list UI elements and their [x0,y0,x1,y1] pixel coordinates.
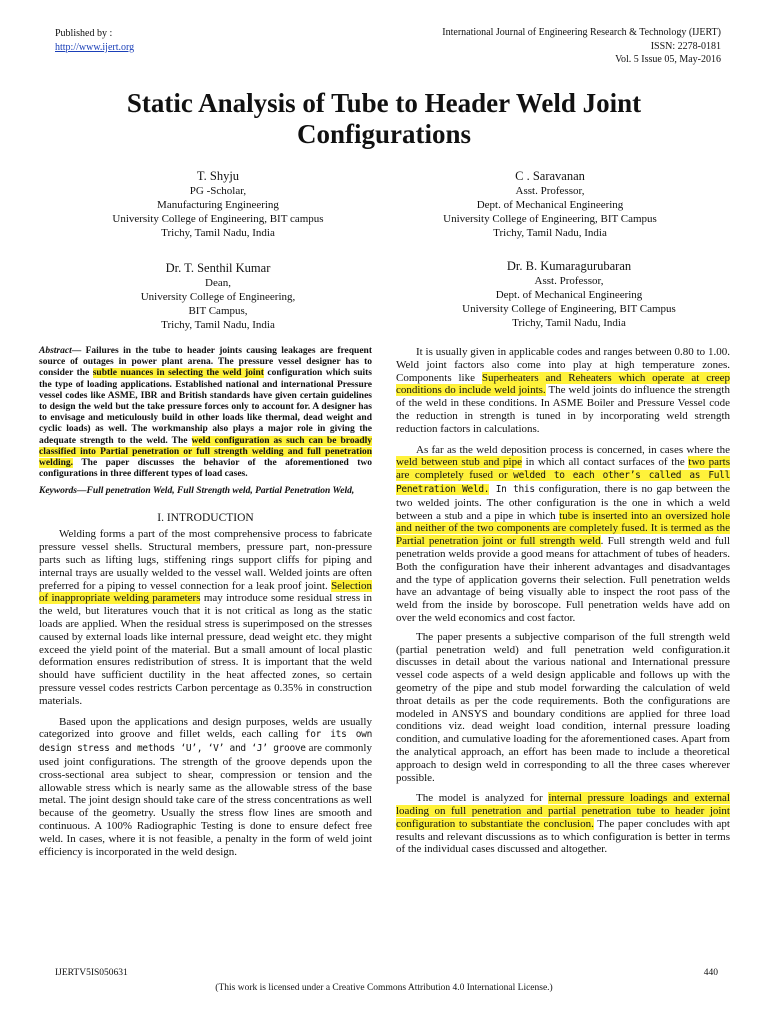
publisher-label: Published by : [55,28,113,39]
author-block-2 [418,168,682,240]
author-affiliation-line: Dept. of Mechanical Engineering [495,289,643,301]
abstract-highlight: weld configuration as such can be broadly classified into Partial penetration or full strength welding and full penetration welding. [39,435,372,469]
keywords: Keywords—Full penetration Weld, Full Strength weld, Partial Penetration Weld, [39,486,355,497]
volume-issue: Vol. 5 Issue 05, May-2016 [615,54,721,65]
author-affiliation-line: Asst. Professor, [515,185,585,197]
page-number: 440 [703,968,718,978]
author-affiliation-line: Dean, [205,277,231,289]
body-text: The model is analyzed for [416,792,549,805]
author-affiliation-line: Manufacturing Engineering [157,199,279,211]
journal-name: International Journal of Engineering Research & Technology (IJERT) [442,27,721,38]
author-affiliation-line: Trichy, Tamil Nadu, India [161,319,275,331]
body-text: It is usually given in applicable codes and ranges between 0.80 to 1.00. Weld joint factors also come into play at high temperature zones. Components like [396,346,730,384]
abstract-text: The paper discusses the behavior of the aforementioned two configurations in three different types of load cases. [39,458,372,480]
license-note: (This work is licensed under a Creative Commons Attribution 4.0 International License.) [215,983,553,993]
author-affiliation-line: Trichy, Tamil Nadu, India [493,227,607,239]
author-affiliation-line: BIT Campus, [188,305,248,317]
author-affiliation-line: University College of Engineering, BIT campus [112,213,324,225]
author-affiliation-line: Asst. Professor, [534,275,604,287]
page-header-left [55,27,134,55]
author-affiliation-line: PG -Scholar, [189,185,247,197]
author-block-4 [418,258,720,330]
body-paragraph [396,792,730,856]
body-text: in which all contact surfaces of the [521,456,689,469]
body-paragraph [39,716,372,859]
author-affiliation-line: University College of Engineering, [140,291,296,303]
author-affiliation-line: Dept. of Mechanical Engineering [476,199,624,211]
abstract-text: configuration which suits the type of loading applications. Established national and international Pressure vessel codes like ASME, IBR and British standards have given certain guidelines to design the weld but the take pressure forces only to account for. A designer has to envisage and meticulously build in other loads like thermal, dead weight and cyclic loads) as well. The workmanship also plays a major role in giving the adequate strength to the weld. The [39,368,372,446]
body-text: configuration, there is no gap between the two welded joints. The other configuration is the one in which a weld between a stub and a pipe in which [396,482,730,522]
body-text: . Full strength weld and full penetration welds provide a good means for attachment of tubes of headers. Both the configuration have their inherent advantages and disadvantages and the type of application governs their selection. Full penetration welds have an advantage of being visually able to inspect the root pass of the weld from the inside by boroscope. Full penetration welds have add on over the weld economics and cost factor. [396,535,730,624]
author-name: Dr. T. Senthil Kumar [165,261,271,275]
right-column [396,346,730,856]
body-text-mono: for its own design stress and methods ‘U’, ‘V’ and ‘J’ groove [39,729,372,755]
author-block-3 [80,260,356,332]
publisher-link[interactable]: http://www.ijert.org [55,42,135,53]
body-paragraph: The paper presents a subjective comparison of the full strength weld (partial penetration weld) and full penetration weld configuration.it discusses in detail about the various national and International pressure vessel code aspects of a weld design applicable and follows up with the geometry of the pipe and stub model forwarding the calculation of weld throat details as per the code requirements. Both the configurations are modeled in ANSYS and boundary conditions are applied for three load conditions viz. dead weight load condition, internal pressure loading condition, and cumulative loading for the aforementioned cases. Apart from the analytical approach, an effort has been made to include a theoretical approach to design weld in corresponding to all the three cases wherever possible. [396,630,730,784]
page-header-right [442,26,721,67]
abstract-text: Failures in the tube to header joints causing leakages are frequent source of outages in power plant arena. The pressure vessel designer has to consider the [39,346,373,379]
body-text: are commonly used joint configurations. The strength of the groove depends upon the cross-sectional area subject to shear, compression or tension and the allowable stress which is nearly same as the allowable stress of the base metal. The joint design should take care of the stress concentrations as well because of the geometry. Usually the stress flow lines are smooth and continuous. A 100% Radiographic Testing is done to ensure defect free weld. In cases, where it is not feasible, a penalty in the form of weld joint efficiency is incorporated in the weld design. [39,742,372,858]
body-highlight: tube is inserted into an oversized hole and neither of the two components are completely fused. It is termed as the Partial penetration joint or full strength weld [396,509,730,548]
body-highlight-mono: welded to each other’s called as Full Penetration Weld. [396,470,730,495]
body-highlight: Selection of inappropriate welding parameters [39,579,372,605]
body-text: The paper concludes with apt results and relevant discussions as to which configuration is better in terms of the individual cases discussed and altogether. [396,817,730,856]
body-text: Welding forms a part of the most comprehensive process to fabricate pressure vessel shells. Structural members, pressure part, non-pressure parts such as lifting lugs, stiffening rings support cliffs for piping and internal trays are usually welded to the vessel wall. Welded joints are often preferred for a piping to vessel connection for a leak proof joint. [39,528,372,592]
body-text: The weld joints do influence the strength of the weld in these conditions. In ASME Boiler and Pressure Vessel code the reduction in strength is tuned in by incorporating weld strength reduction factors in calculations. [396,384,730,435]
body-highlight: Superheaters and Reheaters which operate at creep conditions do include weld joints. [396,371,731,397]
body-highlight: internal pressure loadings and external loading on full penetration and partial penetration tube to header joint configuration to substantiate the conclusion. [396,792,730,830]
body-text-mono: In this [489,483,535,495]
author-affiliation-line: University College of Engineering, BIT Campus [462,303,676,315]
author-affiliation-line: Trichy, Tamil Nadu, India [161,227,275,239]
author-affiliation-line: University College of Engineering, BIT Campus [443,213,657,225]
author-name: Dr. B. Kumaragurubaran [506,259,632,273]
body-paragraph [396,444,730,625]
body-paragraph [396,346,730,436]
author-affiliation-line: Trichy, Tamil Nadu, India [512,317,626,329]
body-paragraph [39,528,372,707]
body-highlight: weld between stub and pipe [396,456,522,469]
abstract [39,346,372,480]
author-name: C . Saravanan [515,169,585,183]
abstract-highlight: subtle nuances in selecting the weld joint [92,368,264,379]
author-block-1 [80,168,356,240]
paper-title: Static Analysis of Tube to Header Weld Joint Configurations [126,88,642,149]
section-heading: I. INTRODUCTION [157,511,254,524]
paper-id: IJERTV5IS050631 [55,968,128,978]
abstract-label: Abstract [39,346,72,356]
body-text: may introduce some residual stress in the weld, but literatures vouch that it is not critical as long as the static loads are applied. When the residual stress is superimposed on the stresses caused by external loads like internal pressure, dead weight etc. they might exceed the yield point of the material. But a small amount of local plastic deformation ensures redistribution of stress. It is important that the weld should have sufficient ductility in the heat affected zones, so certain pressure vessel codes restricts Carbon percentage as 0.35% in construction materials. [39,592,372,707]
author-name: T. Shyju [196,169,240,183]
left-column [39,346,372,858]
issn: ISSN: 2278-0181 [650,40,721,52]
body-highlight: two parts are completely fused or [396,456,730,482]
abstract-dash: — [71,346,86,356]
body-text: As far as the weld deposition process is concerned, in cases where the [416,443,730,456]
body-text: Based upon the applications and design purposes, welds are usually categorized into groove and fillet welds, each calling [39,715,372,741]
